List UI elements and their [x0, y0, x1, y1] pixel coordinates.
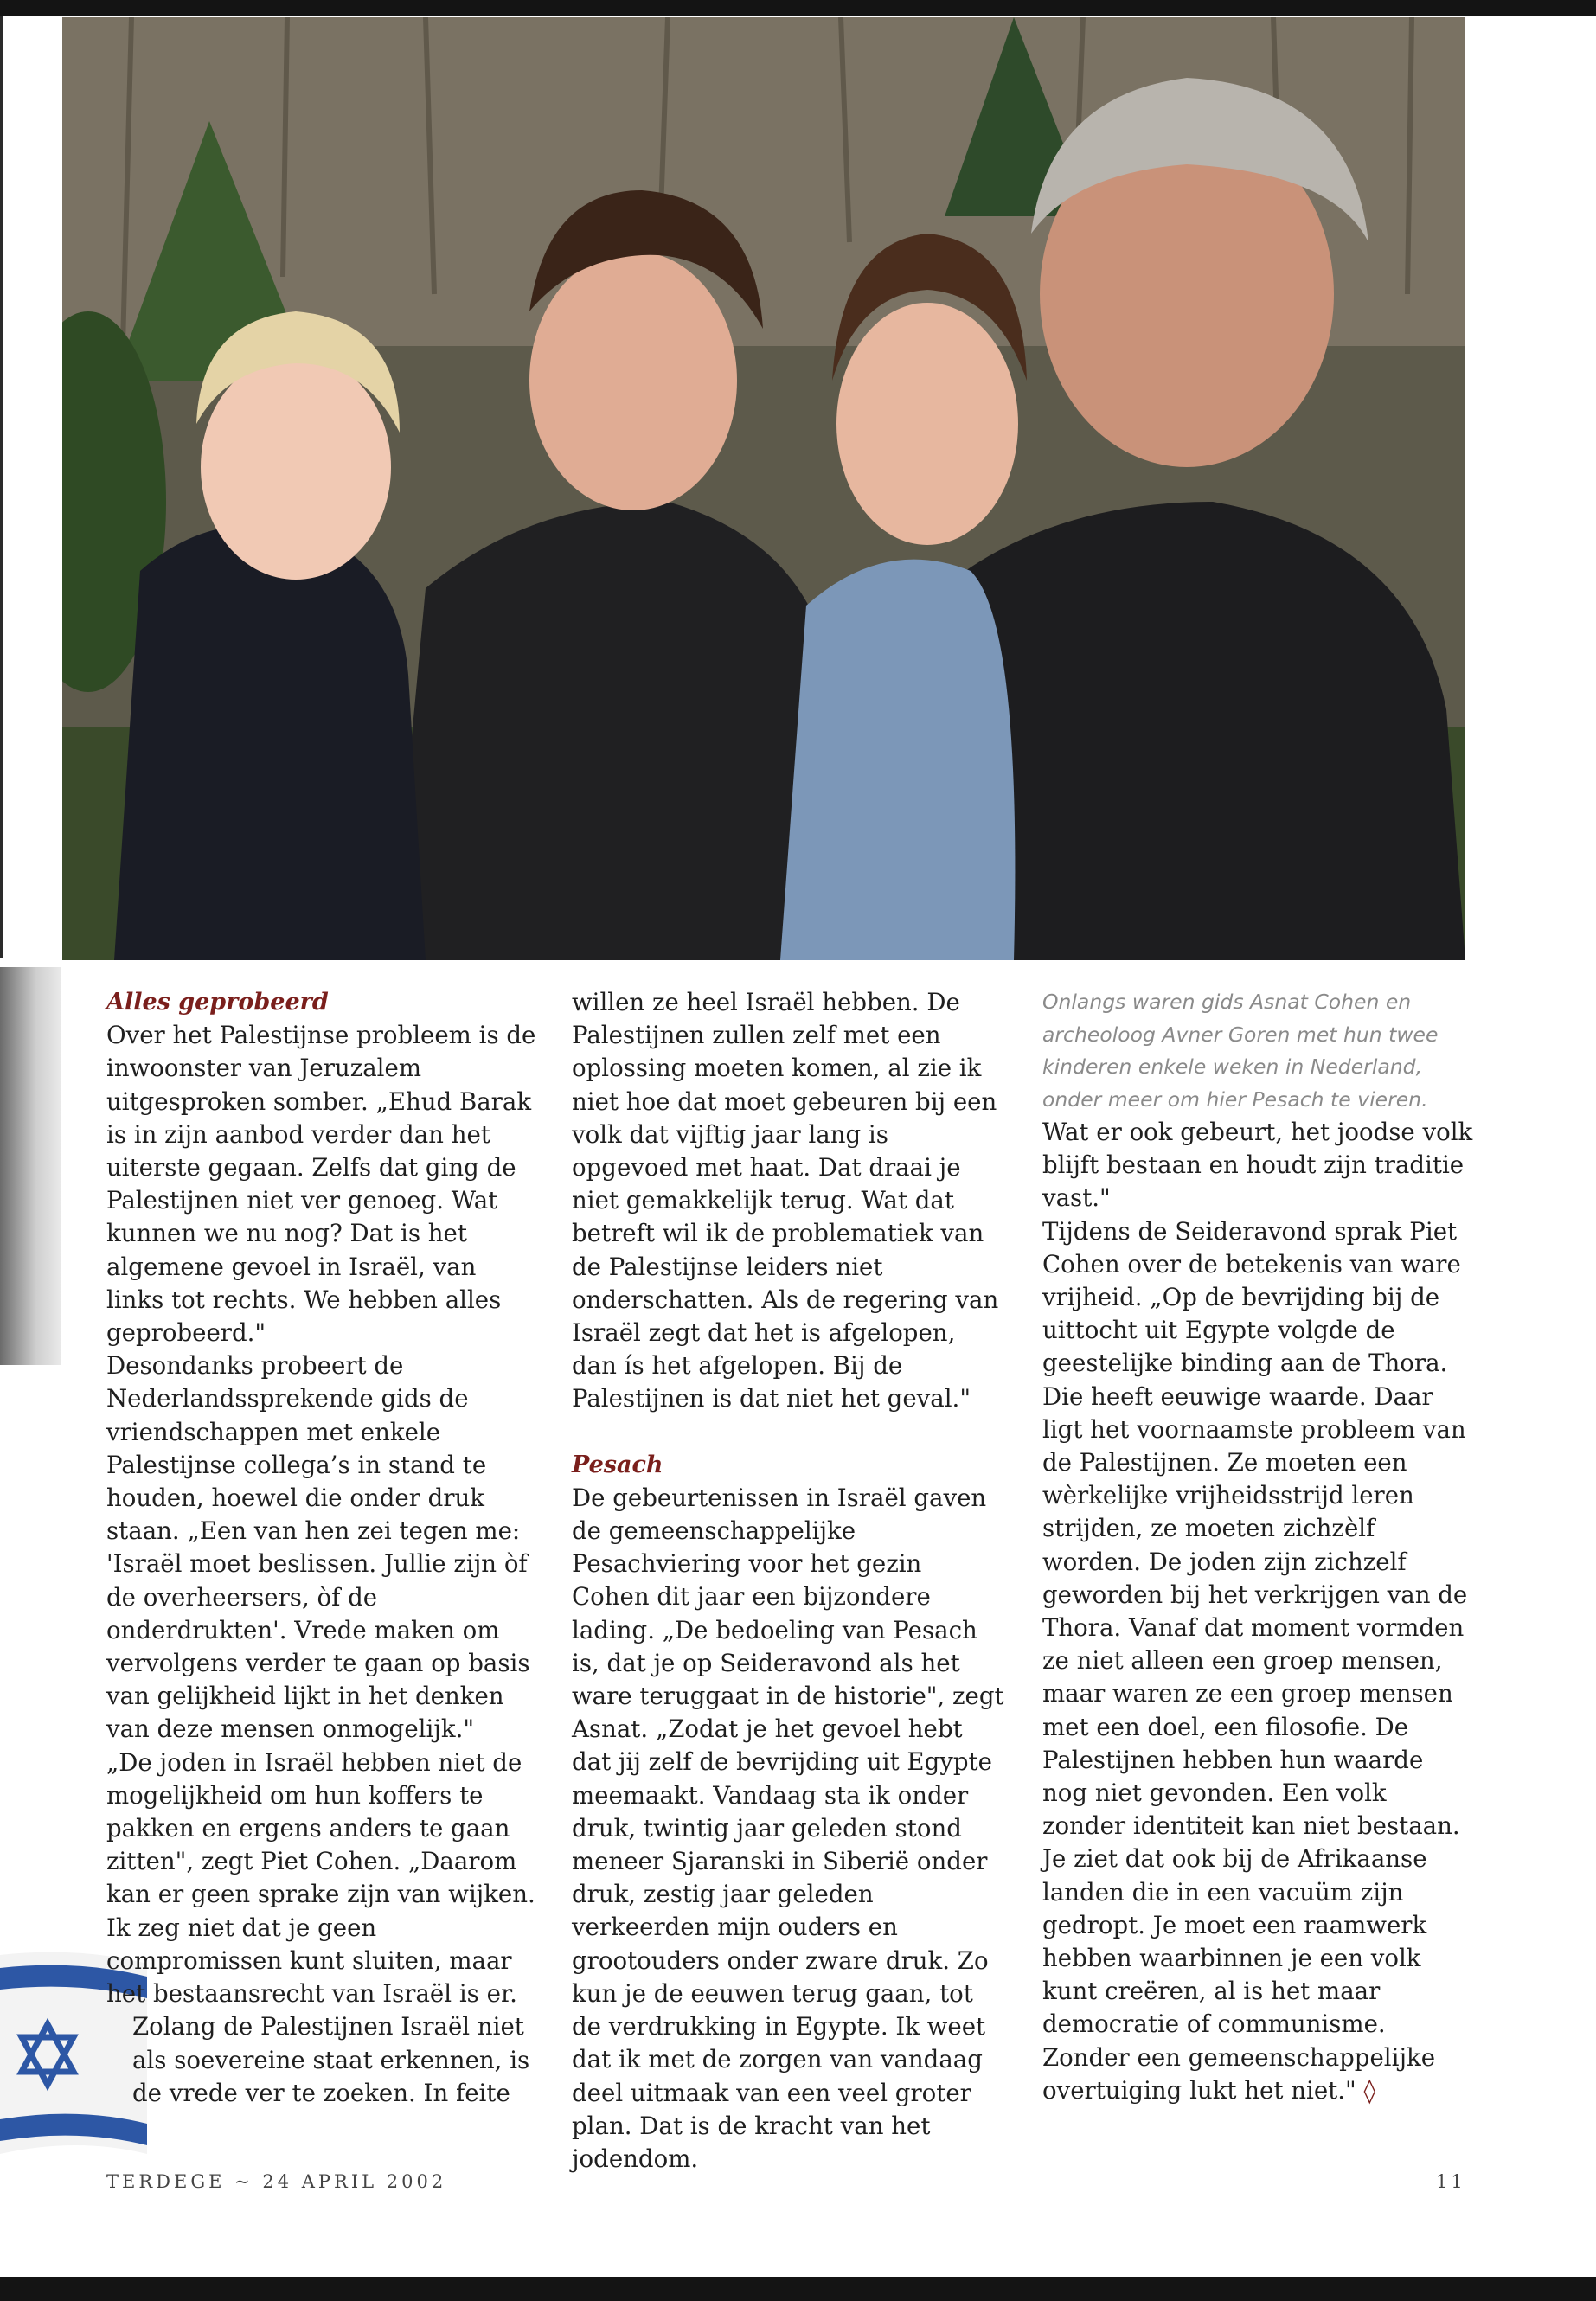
col1-paragraph-3: „De joden in Israël hebben niet de mogelijkheid om hun koffers te pakken en ergens anders te gaan zitten", zegt Piet Cohen. „Daarom kan er geen sprake zijn van wijken. Ik zeg niet dat je geen compromissen kunt sluiten, maar het bestaansrecht van Israël is er. — [106, 1747, 535, 2009]
col1-paragraph-4: Zolang de Palestijnen Israël niet als soevereine staat erkennen, is de vrede ver te zoeken. In feite — [132, 2012, 530, 2107]
col3-paragraph-1: Wat er ook gebeurt, het joodse volk blijft bestaan en houdt zijn traditie vast." — [1042, 1118, 1473, 1213]
top-rule — [0, 0, 1596, 16]
col2-paragraph-1: willen ze heel Israël hebben. De Palestijnen zullen zelf met een oplossing moeten komen, al zie ik niet hoe dat moet gebeuren bij een volk dat vijftig jaar lang is opgevoed met haat. Dat draai je niet gemakkelijk terug. Wat dat betreft wil ik de problematiek van de Palestijnse leiders niet onderschatten. Als de regering van Israël zegt dat het is afgelopen, dan ís het afgelopen. Bij de Palestijnen is dat niet het geval." — [572, 988, 999, 1413]
col3-paragraph-2 — [1042, 1215, 1475, 2107]
footer-publication: TERDEGE ~ 24 APRIL 2002 — [106, 2171, 447, 2192]
family-photo — [62, 17, 1465, 960]
col1-paragraph-2: Desondanks probeert de Nederlandssprekende gids de vriendschappen met enkele Palestijnse collega’s in stand te houden, hoewel die onder druk staan. „Een van hen zei tegen me: 'Israël moet beslissen. Jullie zijn òf de overheersers, òf de onderdrukten'. Vrede maken om vervolgens verder te gaan op basis van gelijkheid lijkt in het denken van deze mensen onmogelijk." — [106, 1351, 530, 1744]
photo-caption: Onlangs waren gids Asnat Cohen en archeoloog Avner Goren met hun twee kinderen enkele weken in Nederland, onder meer om hier Pesach te vieren. — [1042, 990, 1439, 1112]
bottom-rule — [0, 2277, 1596, 2301]
end-mark: ◊ — [1363, 2075, 1376, 2105]
page-number: 11 — [1436, 2171, 1466, 2192]
heading-alles-geprobeerd: Alles geprobeerd — [106, 989, 329, 1016]
column-1 — [106, 986, 539, 2110]
left-edge-strip — [0, 16, 3, 958]
edge-photo-fragment — [0, 967, 61, 1365]
column-3 — [1042, 986, 1475, 2107]
col2-paragraph-2: De gebeurtenissen in Israël gaven de gemeenschappelijke Pesachviering voor het gezin Cohen dit jaar een bijzondere lading. „De bedoeling van Pesach is, dat je op Seideravond als het ware teruggaat in de historie", zegt Asnat. „Zodat je het gevoel hebt dat jij zelf de bevrijding uit Egypte meemaakt. Vandaag sta ik onder druk, twintig jaar geleden stond meneer Sjaranski in Siberië onder druk, zestig jaar geleden verkeerden mijn ouders en grootouders onder zware druk. Zo kun je de eeuwen terug gaan, tot de verdrukking in Egypte. Ik weet dat ik met de zorgen van vandaag deel uitmaak van een veel groter plan. Dat is de kracht van het jodendom. — [572, 1483, 1004, 2173]
heading-pesach: Pesach — [572, 1451, 663, 1478]
col3-paragraph-2-text: Tijdens de Seideravond sprak Piet Cohen over de betekenis van ware vrijheid. „Op de bevrijding bij de uittocht uit Egypte volgde de geestelijke binding aan de Thora. Die heeft eeuwige waarde. Daar ligt het voornaamste probleem van de Palestijnen. Ze moeten een wèrkelijke vrijheidsstrijd leren strijden, ze moeten zichzèlf worden. De joden zijn zichzelf geworden bij het verkrijgen van de Thora. Vanaf dat moment vormden ze niet alleen een groep mensen, maar waren ze een groep mensen met een doel, een filosofie. De Palestijnen hebben hun waarde nog niet gevonden. Een volk zonder identiteit kan niet bestaan. Je ziet dat ook bij de Afrikaanse landen die in een vacuüm zijn gedropt. Je moet een raamwerk hebben waarbinnen je een volk kunt creëren, al is het maar democratie of communisme. Zonder een gemeenschappelijke overtuiging lukt het niet." — [1042, 1216, 1468, 2105]
col1-paragraph-1: Over het Palestijnse probleem is de inwoonster van Jeruzalem uitgesproken somber. „Ehud Barak is in zijn aanbod verder dan het uiterste gegaan. Zelfs dat ging de Palestijnen niet ver genoeg. Wat kunnen we nu nog? Dat is het algemene gevoel in Israël, van links tot rechts. We hebben alles geprobeerd." — [106, 1021, 536, 1348]
column-2 — [572, 986, 1004, 2176]
